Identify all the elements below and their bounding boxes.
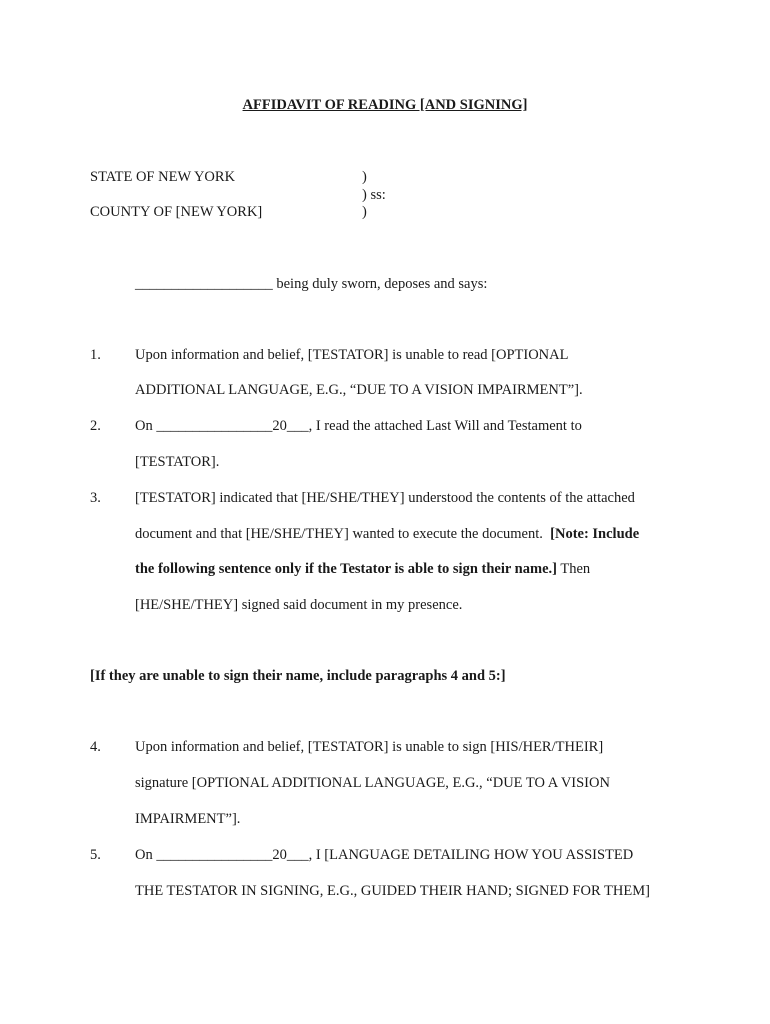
paragraph-4-line-1: Upon information and belief, [TESTATOR] is unable to sign [HIS/HER/THEIR] <box>135 739 604 755</box>
paragraph-3-note-end: the following sentence only if the Testator is able to sign their name.] <box>135 561 557 577</box>
paragraph-3-line-2 <box>135 525 639 543</box>
paragraph-3-line-2-text: document and that [HE/SHE/THEY] wanted to execute the document. <box>135 526 543 542</box>
venue-paren-3: ) <box>362 204 367 220</box>
document-title: AFFIDAVIT OF READING [AND SIGNING] <box>242 97 528 113</box>
paragraph-4-line-3: IMPAIRMENT”]. <box>135 811 241 827</box>
paragraph-5-number: 5. <box>90 847 101 863</box>
venue-county: COUNTY OF [NEW YORK] <box>90 204 263 220</box>
paragraph-4-line-2: signature [OPTIONAL ADDITIONAL LANGUAGE, E.G., “DUE TO A VISION <box>135 775 610 791</box>
deponent-line: ___________________ being duly sworn, deposes and says: <box>135 276 488 292</box>
venue-paren-1: ) <box>362 169 367 185</box>
paragraph-3-line-3 <box>135 560 590 578</box>
paragraph-2-line-1: On ________________20___, I read the attached Last Will and Testament to <box>135 418 582 434</box>
paragraph-3-line-1: [TESTATOR] indicated that [HE/SHE/THEY] understood the contents of the attached <box>135 490 635 506</box>
paragraph-3-number: 3. <box>90 490 101 506</box>
paragraph-3-note-start: [Note: Include <box>550 526 640 542</box>
paragraph-3-line-4: [HE/SHE/THEY] signed said document in my presence. <box>135 597 463 613</box>
paragraph-2-line-2: [TESTATOR]. <box>135 454 220 470</box>
venue-state: STATE OF NEW YORK <box>90 169 236 185</box>
paragraph-1-line-1: Upon information and belief, [TESTATOR] is unable to read [OPTIONAL <box>135 347 569 363</box>
paragraph-1-number: 1. <box>90 347 101 363</box>
paragraph-2-number: 2. <box>90 418 101 434</box>
paragraph-3-line-3-text: Then <box>560 561 591 577</box>
paragraph-5-line-2: THE TESTATOR IN SIGNING, E.G., GUIDED THEIR HAND; SIGNED FOR THEM] <box>135 883 650 899</box>
paragraph-1-line-2: ADDITIONAL LANGUAGE, E.G., “DUE TO A VISION IMPAIRMENT”]. <box>135 382 583 398</box>
paragraph-5-line-1: On ________________20___, I [LANGUAGE DETAILING HOW YOU ASSISTED <box>135 847 634 863</box>
venue-paren-ss: ) ss: <box>362 187 386 203</box>
paragraph-4-number: 4. <box>90 739 101 755</box>
instruction-note: [If they are unable to sign their name, include paragraphs 4 and 5:] <box>90 668 506 684</box>
